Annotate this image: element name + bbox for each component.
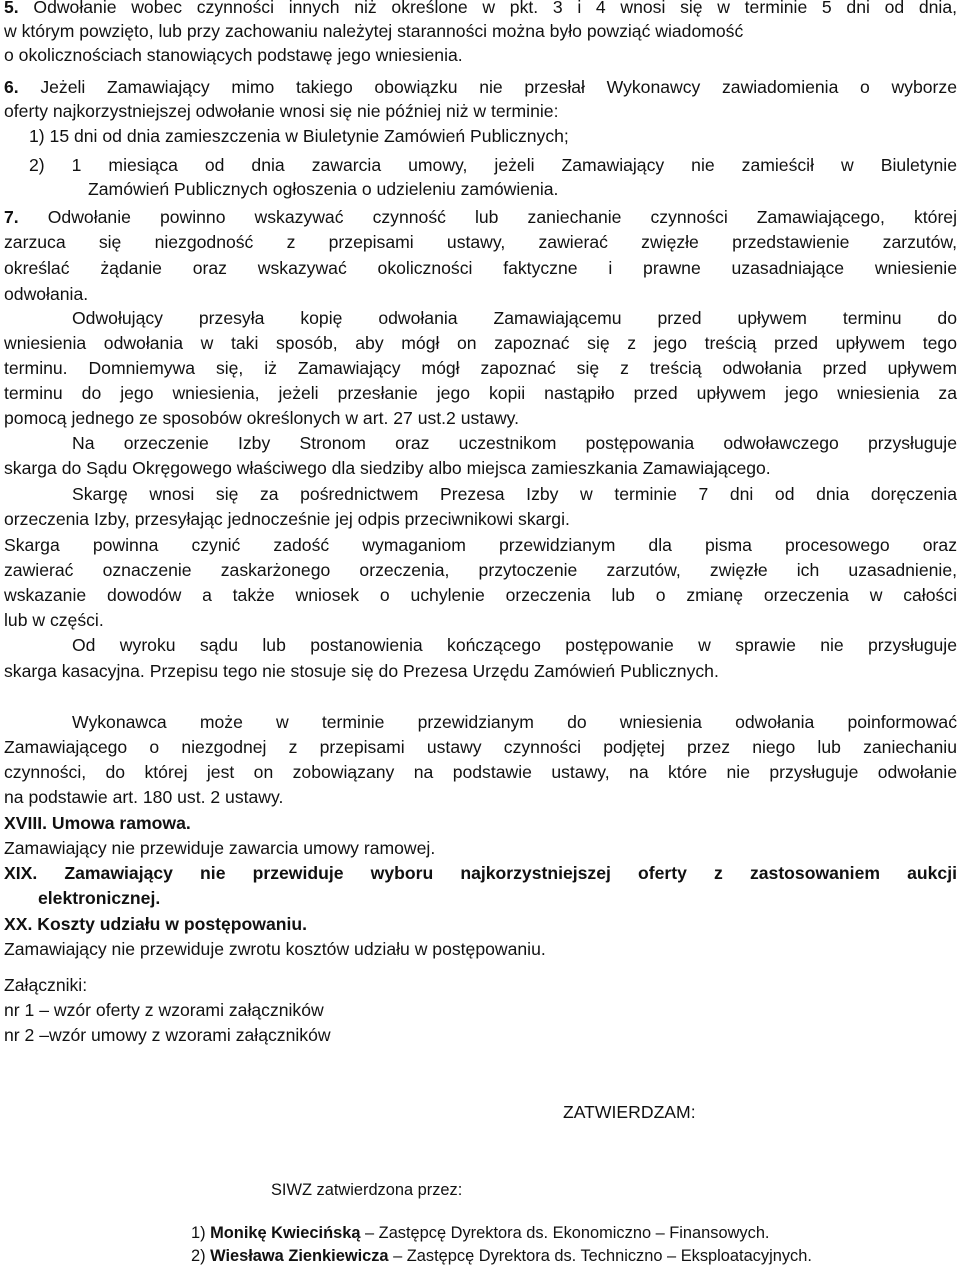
- approval-label: ZATWIERDZAM:: [563, 1102, 696, 1122]
- sec7-number: 7.: [4, 207, 19, 227]
- para4-line-1: Skarga powinna czynić zadość wymaganiom przewidzianym dla pisma procesowego oraz: [4, 535, 957, 555]
- para1-line-3: terminu. Domniemywa się, iż Zamawiający mógł zapoznać się z treścią odwołania przed upływem: [4, 358, 957, 378]
- approver-1: [191, 1221, 770, 1245]
- sec7-line-1: [4, 205, 957, 229]
- sec19-heading-2: elektronicznej.: [38, 888, 161, 908]
- para6-line-4: na podstawie art. 180 ust. 2 ustawy.: [4, 787, 284, 807]
- para6-line-2: Zamawiającego o niezgodnej z przepisami ustawy czynności podjętej przez niego lub zaniechaniu: [4, 737, 957, 757]
- approver-2-role: – Zastępcę Dyrektora ds. Techniczno – Eksploatacyjnych.: [388, 1247, 812, 1265]
- sec20-heading: XX. Koszty udziału w postępowaniu.: [4, 914, 308, 934]
- sec18-text: Zamawiający nie przewiduje zawarcia umowy ramowej.: [4, 838, 436, 858]
- attachments-title: Załączniki:: [4, 975, 88, 995]
- para1-line-4: terminu do jego wniesienia, jeżeli przesłanie jego kopii nastąpiło przed upływem jego wniesienia za: [4, 383, 957, 403]
- approver-1-role: – Zastępcę Dyrektora ds. Ekonomiczno – Finansowych.: [360, 1224, 770, 1242]
- para1-line-2: wniesienia odwołania w taki sposób, aby mógł on zapoznać się z jego treścią przed upływem tego: [4, 333, 957, 353]
- para5-line-2: skarga kasacyjna. Przepisu tego nie stosuje się do Prezesa Urzędu Zamówień Publicznych.: [4, 661, 719, 681]
- approver-1-number: 1): [191, 1224, 211, 1242]
- para4-line-2: zawierać oznaczenie zaskarżonego orzeczenia, przytoczenie zarzutów, zwięzłe ich uzasadnienie,: [4, 560, 957, 580]
- para1-line-5: pomocą jednego ze sposobów określonych w art. 27 ust.2 ustawy.: [4, 408, 520, 428]
- sec5-line-2: w którym powzięto, lub przy zachowaniu należytej staranności można było powziąć wiadomość: [4, 21, 744, 41]
- approver-2-name: Wiesława Zienkiewicza: [210, 1247, 389, 1265]
- sec6-line-2: oferty najkorzystniejszej odwołanie wnosi się nie później niż w terminie:: [4, 101, 559, 121]
- sec19-heading-1: XIX. Zamawiający nie przewiduje wyboru najkorzystniejszej oferty z zastosowaniem aukcji: [4, 863, 957, 883]
- para6-line-1: Wykonawca może w terminie przewidzianym do wniesienia odwołania poinformować: [72, 712, 957, 732]
- sec7-line-3: określać żądanie oraz wskazywać okoliczności faktyczne i prawne uzasadniające wniesienie: [4, 258, 957, 278]
- sec6-item-2a: 2) 1 miesiąca od dnia zawarcia umowy, jeżeli Zamawiający nie zamieścił w Biuletynie: [29, 155, 957, 175]
- attachment-item: nr 1 – wzór oferty z wzorami załączników: [4, 1000, 324, 1020]
- para2-line-1: Na orzeczenie Izby Stronom oraz uczestnikom postępowania odwoławczego przysługuje: [72, 433, 957, 453]
- para3-line-1: Skargę wnosi się za pośrednictwem Prezesa Izby w terminie 7 dni od dnia doręczenia: [72, 484, 957, 504]
- para1-line-1: Odwołujący przesyła kopię odwołania Zamawiającemu przed upływem terminu do: [72, 308, 957, 328]
- para6-line-3: czynności, do której jest on zobowiązany na podstawie ustawy, na które nie przysługuje odwołanie: [4, 762, 957, 782]
- para3-line-2: orzeczenia Izby, przesyłając jednocześnie jej odpis przeciwnikowi skargi.: [4, 509, 570, 529]
- para5-line-1: Od wyroku sądu lub postanowienia kończącego postępowanie w sprawie nie przysługuje: [72, 635, 957, 655]
- attachment-item: nr 2 –wzór umowy z wzorami załączników: [4, 1025, 331, 1045]
- sec5-line-1: [4, 0, 957, 19]
- sec5-line-3: o okolicznościach stanowiących podstawę jego wniesienia.: [4, 45, 463, 65]
- sec20-text: Zamawiający nie przewiduje zwrotu kosztów udziału w postępowaniu.: [4, 939, 546, 959]
- sec6-item-2b: Zamówień Publicznych ogłoszenia o udzieleniu zamówienia.: [88, 179, 559, 199]
- sec5-text-1: Odwołanie wobec czynności innych niż określone w pkt. 3 i 4 wnosi się w terminie 5 dni od dnia,: [18, 0, 957, 17]
- para2-line-2: skarga do Sądu Okręgowego właściwego dla siedziby albo miejsca zamieszkania Zamawiającego.: [4, 458, 771, 478]
- approver-2-number: 2): [191, 1247, 211, 1265]
- para4-line-4: lub w części.: [4, 610, 104, 630]
- approver-1-name: Monikę Kwiecińską: [210, 1224, 361, 1242]
- sec7-text-1: Odwołanie powinno wskazywać czynność lub zaniechanie czynności Zamawiającego, której: [18, 207, 957, 227]
- approval-by: SIWZ zatwierdzona przez:: [271, 1181, 463, 1199]
- sec6-item-1: 1) 15 dni od dnia zamieszczenia w Biuletynie Zamówień Publicznych;: [29, 126, 569, 146]
- approver-2: [191, 1244, 812, 1268]
- sec6-line-1: [4, 75, 957, 99]
- sec6-text-1: Jeżeli Zamawiający mimo takiego obowiązku nie przesłał Wykonawcy zawiadomienia o wyborze: [18, 77, 957, 97]
- sec18-heading: XVIII. Umowa ramowa.: [4, 813, 191, 833]
- sec7-line-4: odwołania.: [4, 284, 89, 304]
- para4-line-3: wskazanie dowodów a także wniosek o uchylenie orzeczenia lub o zmianę orzeczenia w całości: [4, 585, 957, 605]
- sec5-number: 5.: [4, 0, 19, 17]
- sec6-number: 6.: [4, 77, 19, 97]
- sec7-line-2: zarzuca się niezgodność z przepisami ustawy, zawierać zwięzłe przedstawienie zarzutów,: [4, 232, 957, 252]
